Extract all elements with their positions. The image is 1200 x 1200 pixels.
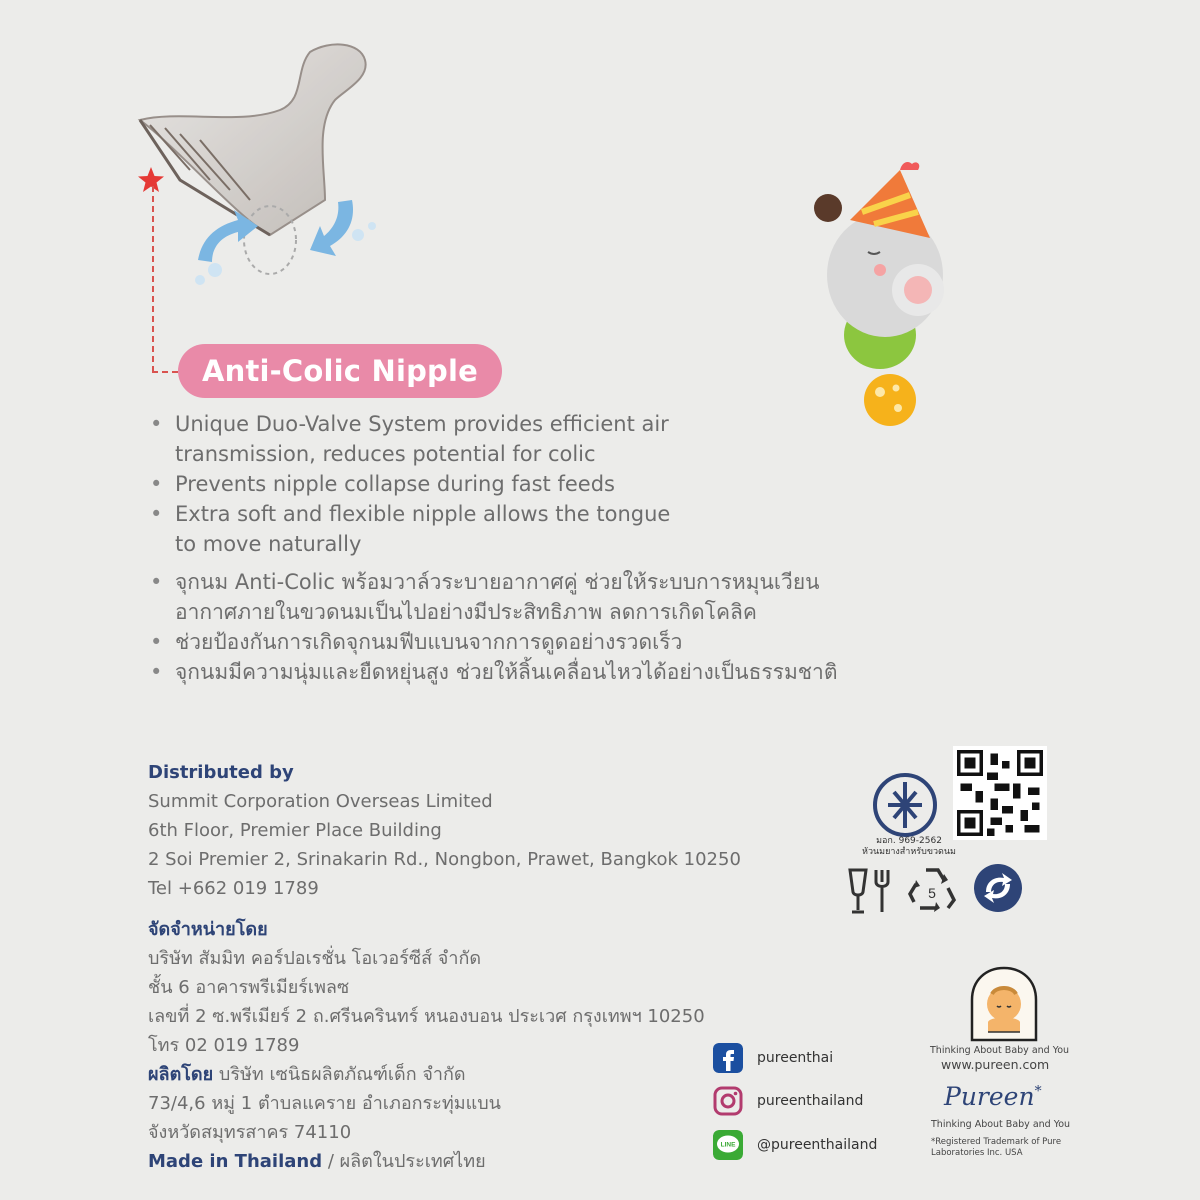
brand-tagline-bottom: Thinking About Baby and You: [931, 1119, 1071, 1130]
line-icon: [713, 1130, 743, 1160]
pureen-baby-logo: [968, 966, 1040, 1042]
reuse-icon: [972, 862, 1024, 914]
made-in-th: ผลิตในประเทศไทย: [339, 1151, 486, 1172]
made-in-en: Made in Thailand: [148, 1151, 323, 1172]
list-item: • Extra soft and flexible nipple allows the tongue to move naturally: [148, 499, 695, 559]
line-icon-text: LINE: [720, 1141, 736, 1149]
recycle-code: 5: [928, 885, 936, 901]
callout-line: [152, 186, 154, 372]
trademark-note: *Registered Trademark of Pure Laboratories Inc. USA: [931, 1137, 1062, 1158]
mouse-mascot: [800, 160, 970, 430]
manufacturer-heading: ผลิตโดย: [148, 1064, 214, 1085]
brand-url[interactable]: www.pureen.com: [941, 1057, 1050, 1072]
standard-desc: หัวนมยางสำหรับขวดนม: [862, 847, 956, 857]
tisi-standard-icon: [872, 772, 938, 838]
made-in-separator: /: [322, 1151, 340, 1172]
qr-code-icon: [953, 746, 1047, 840]
distributor-heading-th: จัดจำหน่ายโดย: [148, 919, 268, 940]
food-safe-icon: [846, 866, 892, 916]
distributor-line: Tel +662 019 1789: [148, 878, 319, 899]
manufacturer-name: บริษัท เซนิธผลิตภัณฑ์เด็ก จำกัด: [218, 1064, 466, 1085]
standard-code: มอก. 969-2562: [876, 836, 942, 846]
brand-name: [944, 1082, 1042, 1111]
brand-name-mark: *: [1034, 1083, 1042, 1100]
instagram-handle: pureenthailand: [757, 1093, 864, 1109]
instagram-link[interactable]: [713, 1086, 863, 1116]
feature-list-th: [148, 567, 848, 687]
callout-line: [152, 371, 178, 373]
feature-badge: Anti-Colic Nipple: [178, 344, 502, 398]
brand-name-text: Pureen: [944, 1082, 1035, 1111]
distributor-heading-en: Distributed by: [148, 762, 294, 783]
brand-tagline-top: Thinking About Baby and You: [930, 1045, 1070, 1056]
nipple-illustration: [120, 30, 410, 290]
facebook-handle: pureenthai: [757, 1050, 834, 1066]
line-handle: @pureenthailand: [757, 1137, 878, 1153]
distributor-line: 6th Floor, Premier Place Building: [148, 820, 442, 841]
instagram-icon: [713, 1086, 743, 1116]
facebook-link[interactable]: [713, 1043, 833, 1073]
list-item: • Prevents nipple collapse during fast feeds: [148, 469, 848, 499]
recycle-pp-icon: [904, 862, 960, 916]
list-item: • จุกนมมีความนุ่มและยืดหยุ่นสูง ช่วยให้ลิ้นเคลื่อนไหวได้อย่างเป็นธรรมชาติ: [148, 657, 848, 687]
manufacturer-line: 73/4,6 หมู่ 1 ตำบลแคราย อำเภอกระทุ่มแบน: [148, 1093, 501, 1114]
distributor-line: โทร 02 019 1789: [148, 1035, 300, 1056]
list-item: • จุกนม Anti-Colic พร้อมวาล์วระบายอากาศคู่ ช่วยให้ระบบการหมุนเวียนอากาศภายในขวดนมเป็นไปอย่างมีประสิทธิภาพ ลดการเกิดโคลิค: [148, 567, 835, 627]
distributor-line: Summit Corporation Overseas Limited: [148, 791, 493, 812]
list-item: • ช่วยป้องกันการเกิดจุกนมฟีบแบนจากการดูดอย่างรวดเร็ว: [148, 627, 848, 657]
line-link[interactable]: [713, 1130, 877, 1160]
facebook-icon: [713, 1043, 743, 1073]
distributor-line: บริษัท สัมมิท คอร์ปอเรชั่น โอเวอร์ซีส์ จำกัด: [148, 948, 482, 969]
manufacturer-line: จังหวัดสมุทรสาคร 74110: [148, 1122, 352, 1143]
star-icon: [137, 166, 165, 194]
distributor-line: เลขที่ 2 ซ.พรีเมียร์ 2 ถ.ศรีนครินทร์ หนองบอน ประเวศ กรุงเทพฯ 10250: [148, 1006, 705, 1027]
feature-list-en: [148, 409, 848, 559]
distributor-line: 2 Soi Premier 2, Srinakarin Rd., Nongbon, Prawet, Bangkok 10250: [148, 849, 741, 870]
distributor-line: ชั้น 6 อาคารพรีเมียร์เพลซ: [148, 977, 350, 998]
list-item: • Unique Duo-Valve System provides efficient air transmission, reduces potential for colic: [148, 409, 695, 469]
